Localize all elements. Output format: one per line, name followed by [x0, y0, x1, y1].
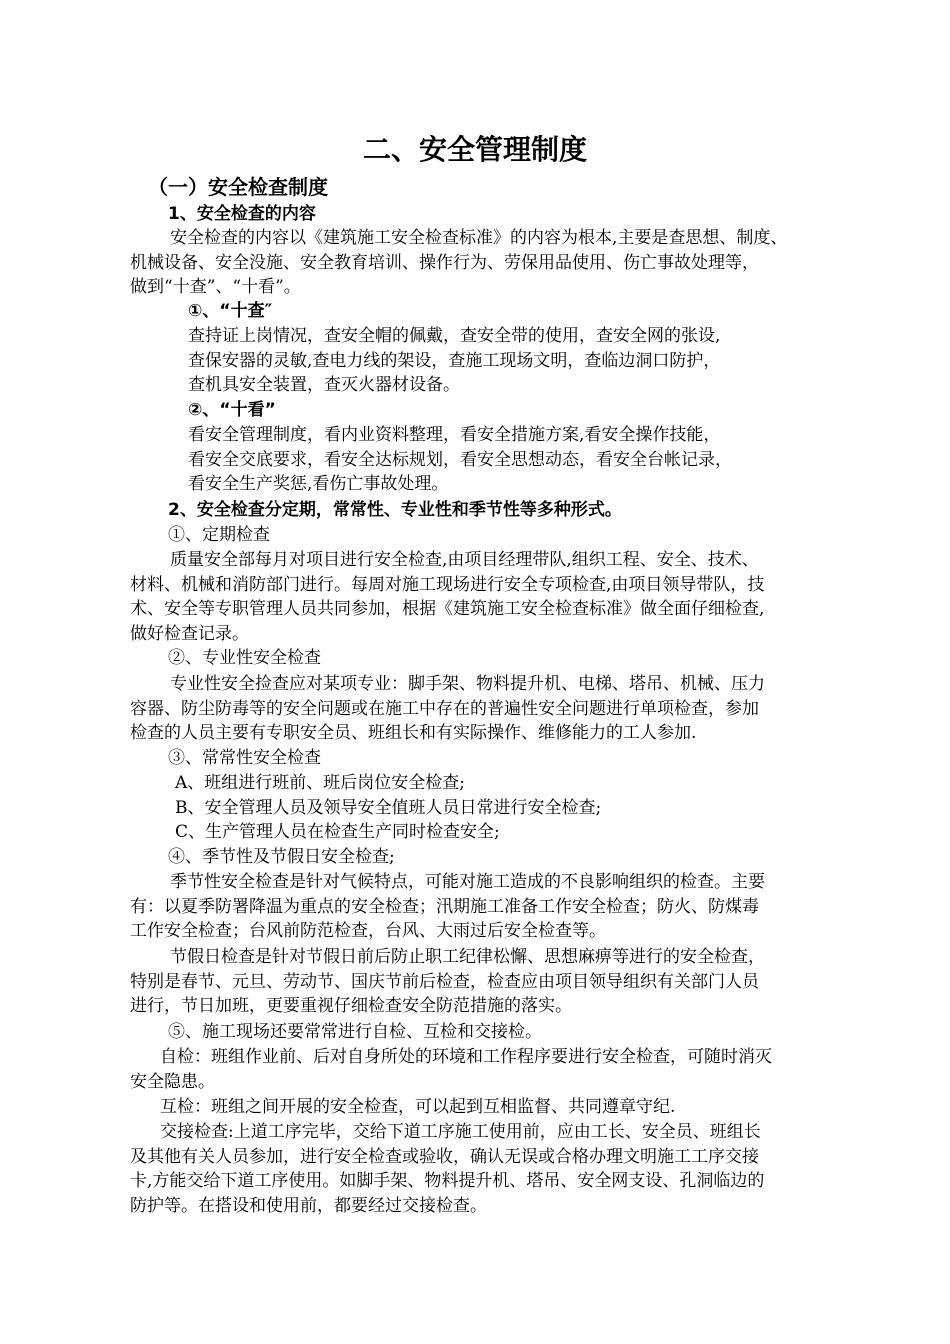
page-title: 二、安全管理制度	[362, 133, 587, 166]
paragraph-line: 安全检查的内容以《建筑施工安全检查标准》的内容为根本,主要是查思想、制度、	[170, 228, 788, 248]
paragraph-line: 特别是春节、元旦、劳动节、国庆节前后检查，检查应由项目领导组织有关部门人员	[130, 971, 759, 992]
ten-checks-heading: ①、“十查″	[188, 301, 273, 321]
list-item: B、安全管理人员及领导安全值班人员日常进行安全检查;	[175, 797, 602, 818]
item1-heading: 1、安全检查的内容	[168, 204, 316, 224]
self-check-paragraph	[130, 1045, 772, 1094]
routine-heading: ③、常常性安全检查	[168, 748, 321, 768]
paragraph-line: 专业性安全捡查应对某项专业：脚手架、物料提升机、电梯、塔吊、机械、压力	[170, 674, 765, 694]
paragraph-line: 节假日检查是针对节假日前后防止职工纪律松懈、思想麻痹等进行的安全检查，	[170, 947, 765, 967]
list-item: A、班组进行班前、班后岗位安全检查;	[175, 773, 466, 793]
paragraph-line: 交接检查:上道工序完毕，交给下道工序施工使用前，应由工长、安全员、班组长	[160, 1122, 761, 1142]
paragraph-line: 有：以夏季防署降温为重点的安全检查；汛期施工准备工作安全检查；防火、防煤毒	[130, 896, 759, 917]
professional-paragraph	[130, 672, 765, 746]
seasonal-heading: ④、季节性及节假日安全检查;	[168, 847, 395, 867]
periodic-paragraph	[130, 548, 764, 646]
section-heading: （一）安全检查制度	[148, 175, 328, 199]
paragraph-line: 互检：班组之间开展的安全检查，可以起到互相监督、共同遵章守纪.	[160, 1097, 676, 1117]
periodic-heading: ①、定期检查	[168, 525, 270, 545]
paragraph-line: 防护等。在搭设和使用前，都要经过交接检查。	[130, 1195, 487, 1216]
professional-heading: ②、专业性安全检查	[168, 648, 321, 668]
handover-check-paragraph	[130, 1120, 764, 1218]
paragraph-line: 做到“十查”、“十看”。	[130, 277, 301, 297]
item1-paragraph	[130, 226, 787, 300]
paragraph-line: 自检：班组作业前、后对自身所处的环境和工作程序要进行安全检查，可随时消灭	[160, 1047, 772, 1067]
site-heading: ⑤、施工现场还要常常进行自检、互检和交接检。	[168, 1022, 542, 1042]
paragraph-line: 质量安全部每月对项目进行安全检查,由项目经理带队,组织工程、安全、技术、	[170, 550, 759, 570]
seasonal-paragraph-1	[130, 870, 765, 944]
mutual-check-paragraph	[130, 1095, 675, 1120]
paragraph-line: 检查的人员主要有专职安全员、班组长和有实际操作、维修能力的工人参加.	[130, 723, 697, 743]
list-line: 看安全生产奖惩,看伤亡事故处理。	[188, 474, 449, 494]
paragraph-line: 及其他有关人员参加，进行安全检查或验收，确认无误或合格办理文明施工工序交接	[130, 1146, 759, 1167]
paragraph-line: 机械设备、安全没施、安全教育培训、操作行为、劳保用品使用、伤亡事故处理等，	[130, 252, 759, 273]
paragraph-line: 进行，节日加班，更要重视仔细检查安全防范措施的落实。	[130, 996, 572, 1016]
paragraph-line: 做好检查记录。	[130, 623, 249, 644]
ten-looks-heading: ②、“十看”	[188, 400, 276, 420]
item2-heading: 2、安全检查分定期，常常性、专业性和季节性等多种形式。	[168, 500, 622, 520]
paragraph-line: 术、安全等专职管理人员共同参加，根据《建筑施工安全检查标准》做全面仔细检查,	[130, 599, 765, 619]
paragraph-line: 安全隐患。	[130, 1071, 215, 1092]
seasonal-paragraph-2	[130, 945, 765, 1019]
paragraph-line: 季节性安全检查是针对气候特点，可能对施工造成的不良影响组织的检查。主要	[170, 872, 765, 892]
paragraph-line: 材料、机械和消防部门进行。每周对施工现场进行安全专项检查,由项目领导带队，技	[130, 574, 765, 595]
ten-looks-list	[188, 423, 732, 497]
list-line: 查保安器的灵敏,查电力线的架设，查施工现场文明，查临边洞口防护，	[188, 350, 721, 371]
list-item: C、生产管理人员在检查生产同时检查安全;	[175, 822, 500, 842]
paragraph-line: 工作安全检查；台风前防范检查，台风、大雨过后安全检查等。	[130, 921, 606, 941]
list-line: 查机具安全装置，查灭火器材设备。	[188, 375, 460, 395]
paragraph-line: 卡,方能交给下道工序使用。如脚手架、物料提升机、塔吊、安全网支设、孔洞临边的	[130, 1171, 765, 1191]
list-line: 查持证上岗情况，查安全帽的佩戴，查安全带的使用，查安全网的张设,	[188, 326, 721, 346]
ten-checks-list	[188, 324, 720, 398]
routine-list	[175, 771, 601, 845]
paragraph-line: 容器、防尘防毒等的安全问题或在施工中存在的普遍性安全问题进行单项检查，参加	[130, 698, 759, 719]
list-line: 看安全交底要求，看安全达标规划，看安全思想动态，看安全台帐记录，	[188, 449, 732, 470]
list-line: 看安全管理制度，看内业资料整理，看安全措施方案,看安全操作技能，	[188, 425, 721, 445]
